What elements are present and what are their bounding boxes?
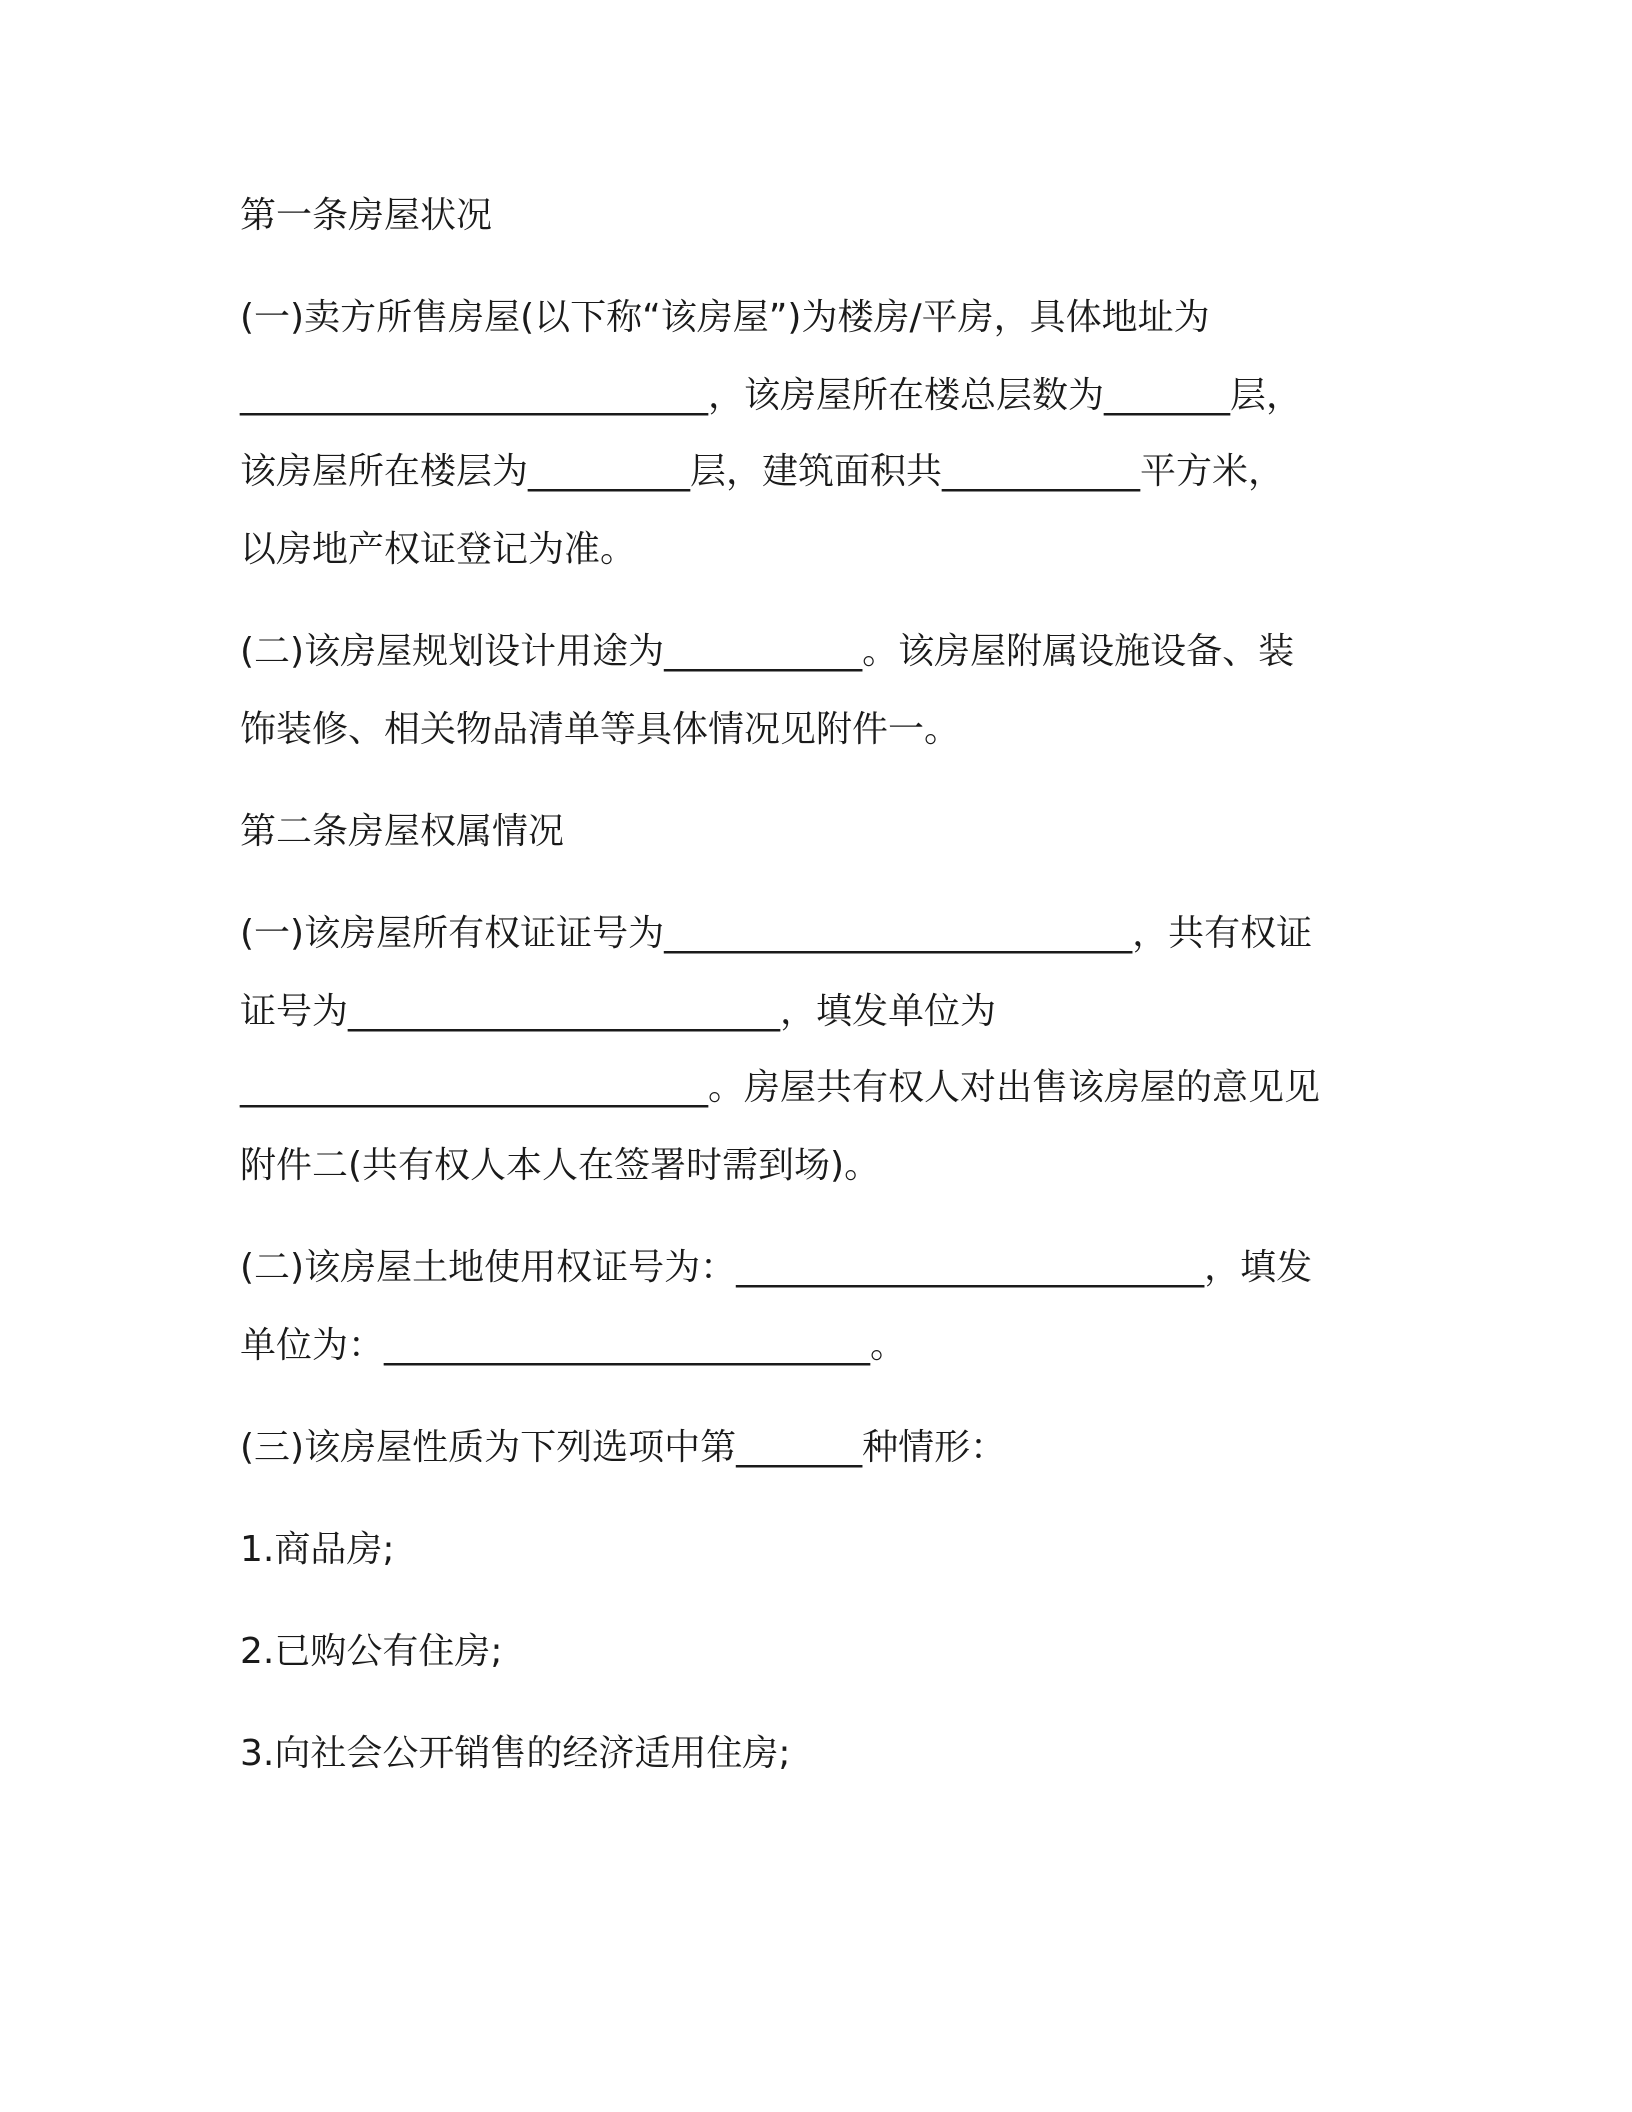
section-2-item-3-line-1: (三)该房屋性质为下列选项中第_______种情形： [240, 1427, 1007, 1468]
section-1-item-1-line-2: __________________________，该房屋所在楼总层数为_______层， [240, 375, 1303, 416]
option-item-1: 1.商品房; [240, 1529, 395, 1570]
section-2-item-1-line-3: __________________________。房屋共有权人对出售该房屋的意见见 [240, 1067, 1321, 1108]
section-2-item-2-line-1: (二)该房屋土地使用权证号为：__________________________，填发 [240, 1247, 1313, 1288]
section-2-item-1-line-1: (一)该房屋所有权证证号为__________________________，共有权证 [240, 913, 1313, 954]
section-1-item-2-line-2: 饰装修、相关物品清单等具体情况见附件一。 [240, 709, 961, 750]
option-item-3: 3.向社会公开销售的经济适用住房; [240, 1733, 791, 1774]
section-2-heading: 第二条房屋权属情况 [240, 811, 565, 852]
section-2-item-1-line-4: 附件二(共有权人本人在签署时需到场)。 [240, 1145, 881, 1186]
option-item-2: 2.已购公有住房; [240, 1631, 503, 1672]
section-1-item-2-line-1: (二)该房屋规划设计用途为___________。该房屋附属设施设备、装 [240, 631, 1295, 672]
section-1-item-1-line-1: (一)卖方所售房屋(以下称“该房屋”)为楼房/平房，具体地址为 [240, 297, 1210, 338]
section-1-item-1-line-3: 该房屋所在楼层为_________层，建筑面积共___________平方米， [240, 451, 1285, 492]
section-2-item-2-line-2: 单位为：___________________________。 [240, 1325, 907, 1366]
section-1-item-1-line-4: 以房地产权证登记为准。 [240, 529, 637, 570]
section-1-heading: 第一条房屋状况 [240, 195, 493, 236]
section-2-item-1-line-2: 证号为________________________，填发单位为 [240, 991, 997, 1032]
